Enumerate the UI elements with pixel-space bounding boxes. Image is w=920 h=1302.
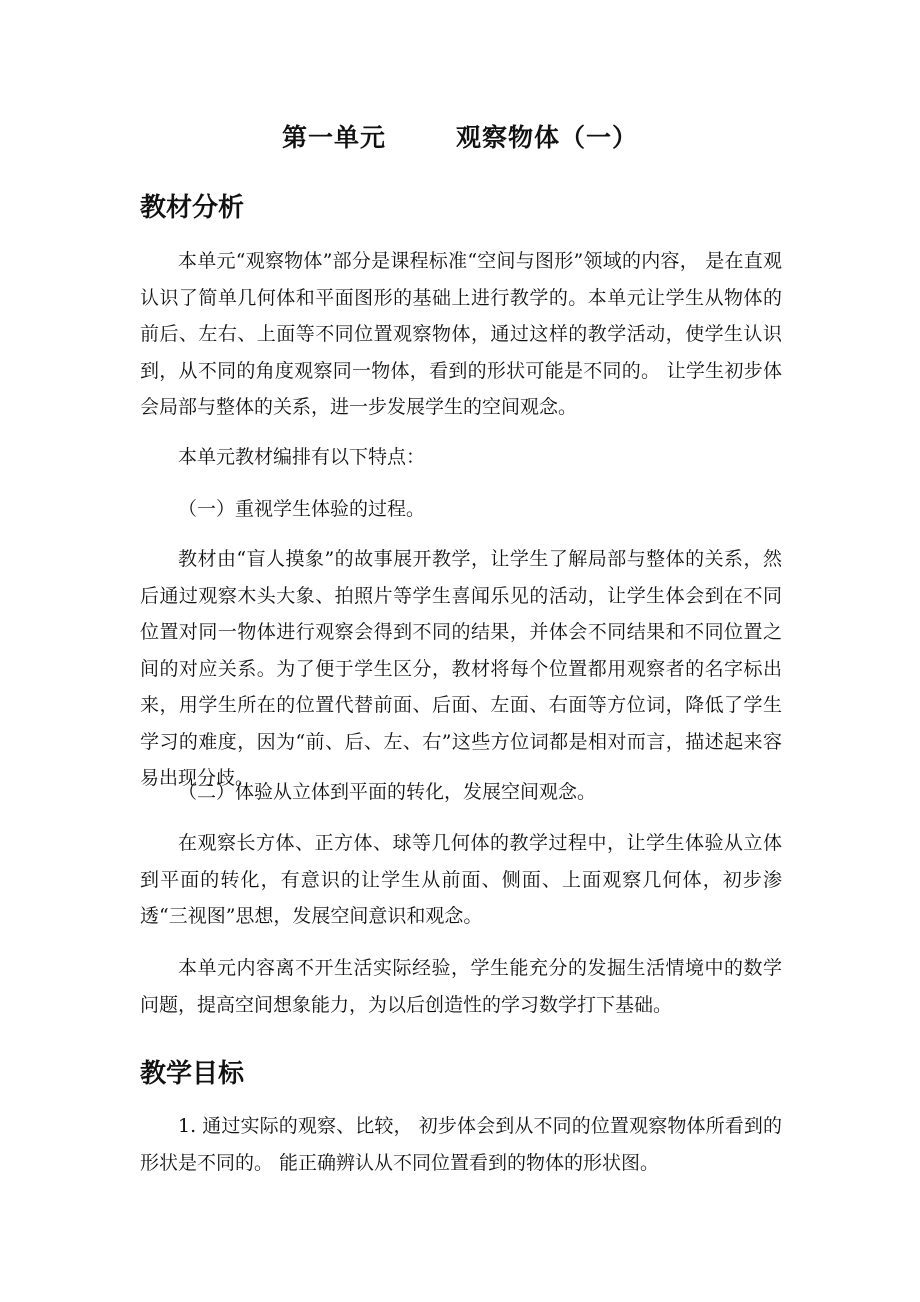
paragraph-subheading-2: （二）体验从立体到平面的转化，发展空间观念。 <box>178 781 597 803</box>
section-heading-goals: 教学目标 <box>140 1059 245 1089</box>
paragraph-intro: 本单元“观察物体”部分是课程标准“空间与图形”领域的内容， 是在直观认识了简单几何体和平面图形的基础上进行教学的。本单元让学生从物体的前后、左右、上面等不同位置观察物体，通过这样的教学活动，使学生认识到，从不同的角度观察同一物体，看到的形状可能是不同的。 让学生初步体会局部与整体的关系，进一步发展学生的空间观念。 <box>140 250 782 418</box>
page-title <box>0 118 920 154</box>
title-topic: 观察物体（一） <box>456 123 639 152</box>
paragraph-geometry: 在观察长方体、正方体、球等几何体的教学过程中，让学生体验从立体到平面的转化，有意识的让学生从前面、侧面、上面观察几何体，初步渗透“三视图”思想，发展空间意识和观念。 <box>140 832 782 927</box>
paragraph-features: 本单元教材编排有以下特点： <box>178 446 426 468</box>
paragraph-experience: 教材由“盲人摸象”的故事展开教学，让学生了解局部与整体的关系，然后通过观察木头大象、拍照片等学生喜闻乐见的活动，让学生体会到在不同位置对同一物体进行观察会得到不同的结果，并体会不同结果和不同位置之间的对应关系。为了便于学生区分，教材将每个位置都用观察者的名字标出来，用学生所在的位置代替前面、后面、左面、右面等方位词，降低了学生学习的难度，因为“前、后、左、右”这些方位词都是相对而言，描述起来容易出现分歧。 <box>140 548 782 789</box>
paragraph-subheading-1: （一）重视学生体验的过程。 <box>178 498 426 520</box>
title-unit: 第一单元 <box>281 123 386 152</box>
paragraph-goal-1: 1. 通过实际的观察、比较， 初步体会到从不同的位置观察物体所看到的形状是不同的。 能正确辨认从不同位置看到的物体的形状图。 <box>140 1115 782 1174</box>
paragraph-summary: 本单元内容离不开生活实际经验，学生能充分的发掘生活情境中的数学问题，提高空间想象能力，为以后创造性的学习数学打下基础。 <box>140 957 782 1016</box>
section-heading-analysis: 教材分析 <box>140 193 245 223</box>
